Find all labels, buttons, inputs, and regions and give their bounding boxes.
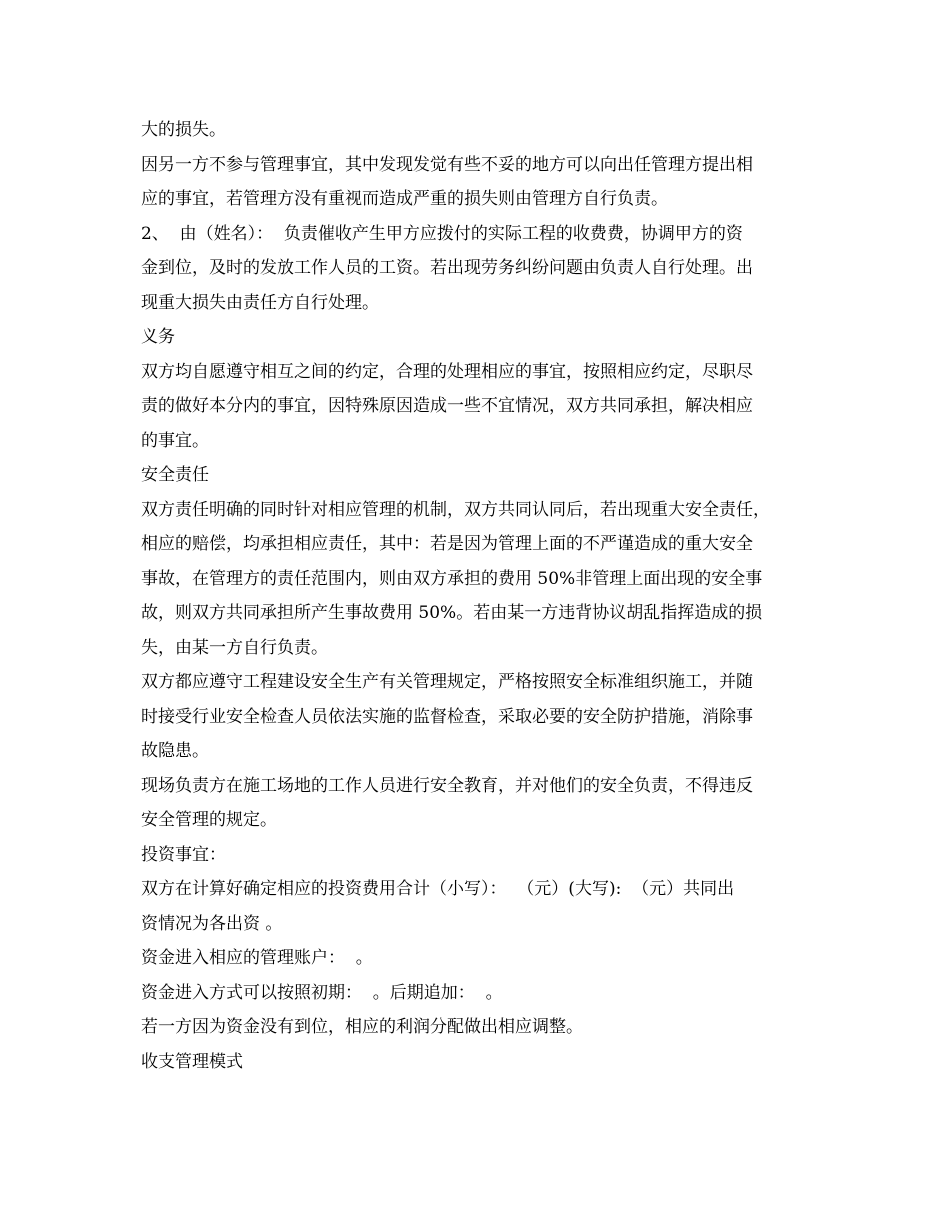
section-heading: 投资事宜： (141, 844, 226, 865)
text-line: 故隐患。 (141, 741, 209, 761)
text-line: 大的损失。 (141, 120, 226, 140)
text-line: 资金进入相应的管理账户： 。 (141, 948, 373, 968)
text-line: 责的做好本分内的事宜，因特殊原因造成一些不宜情况，双方共同承担，解决相应 (141, 396, 753, 416)
document-body (141, 113, 831, 1079)
text-line: 失，由某一方自行负责。 (141, 637, 328, 658)
text-line: 时接受行业安全检查人员依法实施的监督检查，采取必要的安全防护措施，消除事 (141, 706, 753, 727)
text-line: 双方在计算好确定相应的投资费用合计（小写）： （元）(大写): （元）共同出 (141, 879, 735, 899)
section-heading: 安全责任 (141, 465, 209, 485)
text-line: 金到位，及时的发放工作人员的工资。若出现劳务纠纷问题由负责人自行处理。出 (141, 258, 753, 278)
text-line: 资金进入方式可以按照初期： 。后期追加： 。 (141, 982, 503, 1003)
text-line: 应的事宜，若管理方没有重视而造成严重的损失则由管理方自行负责。 (141, 189, 668, 209)
text-line: 故，则双方共同承担所产生事故费用 50%。若由某一方违背协议胡乱指挥造成的损 (141, 603, 763, 623)
text-line: 因另一方不参与管理事宜，其中发现发觉有些不妥的地方可以向出任管理方提出相 (141, 154, 753, 175)
text-line: 若一方因为资金没有到位，相应的利润分配做出相应调整。 (141, 1017, 583, 1037)
text-line: 双方责任明确的同时针对相应管理的机制，双方共同认同后，若出现重大安全责任， (141, 499, 770, 520)
text-line: 安全管理的规定。 (141, 810, 277, 830)
text-line: 资情况为各出资 。 (141, 913, 283, 934)
text-line: 的事宜。 (141, 430, 209, 451)
text-line: 2、 由（姓名）： 负责催收产生甲方应拨付的实际工程的收费费，协调甲方的资 (141, 223, 743, 244)
text-line: 相应的赔偿，均承担相应责任，其中：若是因为管理上面的不严谨造成的重大安全 (141, 534, 753, 554)
section-heading: 义务 (141, 327, 175, 347)
text-line: 双方均自愿遵守相互之间的约定，合理的处理相应的事宜，按照相应约定，尽职尽 (141, 361, 753, 382)
text-line: 现场负责方在施工场地的工作人员进行安全教育，并对他们的安全负责，不得违反 (141, 775, 753, 796)
text-line: 事故，在管理方的责任范围内，则由双方承担的费用 50%非管理上面出现的安全事 (141, 568, 763, 589)
text-line: 现重大损失由责任方自行处理。 (141, 292, 379, 313)
text-line: 双方都应遵守工程建设安全生产有关管理规定，严格按照安全标准组织施工，并随 (141, 672, 753, 692)
section-heading: 收支管理模式 (141, 1051, 243, 1072)
